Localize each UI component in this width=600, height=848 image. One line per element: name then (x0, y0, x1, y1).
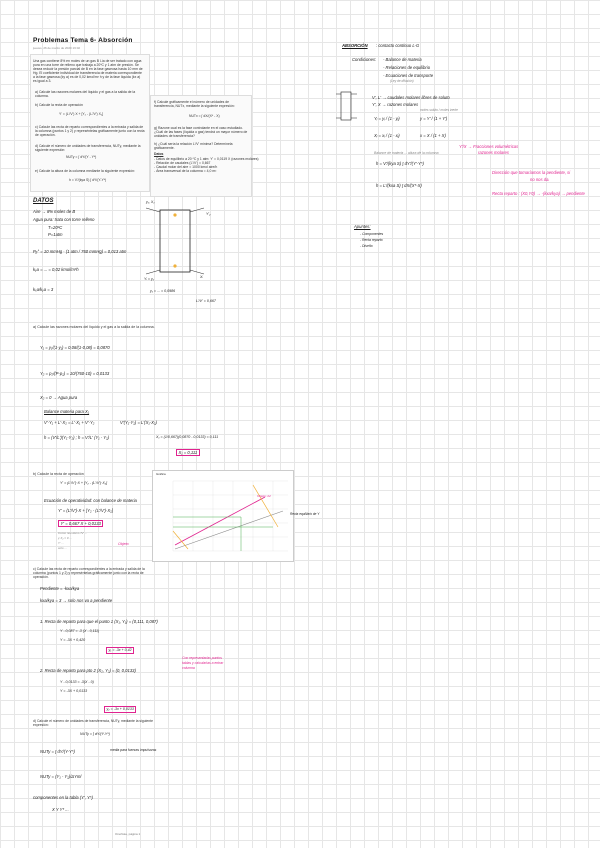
column-formula: y₁ = ... = 0,0986 (150, 289, 176, 293)
c-pink-note: columna (182, 666, 195, 670)
page-date: jueves, 26 de marzo de 2020 16:02 (33, 46, 81, 50)
tie-line-1 (253, 485, 278, 527)
data-line: - Relación de caudales (L'/V') = 0,667 (154, 161, 211, 165)
nut-formula3: NUTy = (Y₁ - Y₂)/ΔYml (40, 774, 82, 779)
datos-line: Agua pura: trata con torre relleno (33, 217, 95, 222)
recta2b: Y = -3X + 0,0133 (60, 689, 88, 693)
statement-line: Una gas contiene 8% en moles de un gas B l-ía de ser tratado con agua (33, 59, 142, 63)
item-b: b) Calcule la recta de operación (35, 103, 83, 107)
def-line: Y', X → razones molares (372, 102, 419, 107)
chart-side-label: Recta equilibrio de Y (290, 512, 320, 516)
item-d: d) Calcule el número de unidades de transferencia, NUTy, mediante la siguiente expresión: (35, 144, 141, 153)
recta2a: Y - 0,0133 = -3(X - 0) (60, 680, 94, 684)
formula-height: h = V'/(kya S) ∫ dY/(Y-Y*) (69, 178, 107, 182)
tie-line-2 (173, 531, 188, 549)
datos-line: kₓa/kᵧa = 3 (33, 287, 54, 292)
item-g: g) Razone cual es la fase controlante en el caso estudiado. ¿Cuál de las fases (líquida o gas) tendrá un mayor número de unidades de transferencia? (154, 126, 248, 139)
pink-note: razones molares (478, 150, 509, 155)
y2-calc: Y₂ = p₂/(P-p₂) = 10/(760-10) = 0,0133 (40, 371, 110, 376)
chart-container (152, 470, 294, 562)
op-note: solo ... (58, 546, 67, 550)
h-formula2: h = L'/(kxa S) ∫ dX/(X*-X) (376, 183, 422, 188)
formula-nuty: NUTy = ∫ dY/(Y - Y*) (66, 155, 97, 159)
x1-eq: X₁ = (1/0,667)(0,0870 - 0,0133) = 0,111 (156, 435, 219, 439)
comp-label: componentes en la tabla (Y', Y*) (33, 795, 93, 800)
units-note: moles soluto / moles inerte (420, 108, 458, 112)
chart-pink-label: Objeto: b2 (257, 494, 271, 498)
column-label-bot: Yᵢ = y₁ (144, 277, 154, 281)
pink-note: Y'/X → Fracciones volumétricas (459, 144, 519, 149)
comp-row: X Y Y* ... (52, 807, 69, 812)
apuntes-item: - Recta reparto (360, 238, 383, 242)
op-eq-general: Y' = (L'/V')·X + [Y₂ - (L'/V')·X₂] (60, 481, 108, 485)
h-formula: h = V'/(kya S) ∫ dY'/(Y'-Y*) (376, 161, 424, 166)
item-f: f) Calcule gráficamente el número de unidades de transferencia, NUTx, mediante la siguiente expresión: (154, 100, 235, 109)
statement-line: Hg. El coeficiente individual de transferencia de materia correspondiente (33, 71, 142, 75)
nut-note: media para fuerzas impulsoras (110, 748, 157, 752)
condition-extra: (Ley de difusión) (390, 79, 414, 83)
datos-line: kᵧa = ... = 0,02 kmol/m³h (33, 267, 79, 272)
section-a-head: a) Calcule las razones molares del líquido y el gas a la salida de la columna. (33, 325, 155, 329)
item-a: a) Calcule las razones molares del líquido y el gas a la salida de la columna. (35, 90, 136, 99)
op-pink-note: Objeto (118, 542, 129, 546)
equilibrium-line (175, 511, 283, 549)
frac-y: Yᵢ = yᵢ / (1 - yᵢ) (374, 116, 400, 121)
column-diagram (146, 198, 256, 298)
pink-note: no nos da. (530, 177, 550, 182)
apuntes-item: - Componentes (360, 232, 384, 236)
y1-calc: Y₁ = y₁/(1-y₁) = 0,08/(1-0,08) = 0,0870 (40, 345, 110, 350)
def-line: V', L' → caudales molares libres de soluto (372, 95, 450, 100)
section-d-head: d) Calcule el número de unidades de transferencia, NUTy, mediante la siguiente expresión: (33, 719, 153, 728)
recta1: 1. Recta de reparto para que el punto 1 (X₁, Y₁) = (0,111, 0,087) (40, 619, 158, 624)
data-line: - Área transversal de la columna = 4,0 m² (154, 169, 217, 173)
formula-nutx: NUTx = ∫ dX/(X* - X) (189, 114, 220, 118)
op-note: Y' ... (58, 541, 64, 545)
h-eq: h = (V'/L')(Y₁-Y₂) ; h = V'/L' (Y₁ - Y₂) (44, 435, 110, 440)
datos-line: P=1atm (48, 232, 63, 237)
op-eq-general2: Y' = (L'/V')·X + [Y₂ - (L'/V')·X₂] (58, 508, 113, 513)
datos-line: T=20ºC (48, 225, 63, 230)
op-note: Como nos dan L'/V' ... (58, 531, 88, 535)
column-label-right: Y'₂ (206, 212, 211, 216)
op-note: y X₂ = 0 ... (58, 536, 72, 540)
nut-formula: NUTy = ∫ dY/(Y-Y*) (80, 732, 110, 736)
pendiente2: kxa/kya = 3 → solo nos va a pendiente (40, 598, 113, 603)
data-line: - Caudal molar del aire = 1000 kmol aire/h (154, 165, 218, 169)
section-b-head: b) Calcule la recta de operación (33, 472, 84, 476)
item-e: e) Calcule la altura de la columna mediante la siguiente expresión: (35, 169, 135, 173)
page-title: Problemas Tema 6- Absorción (33, 37, 133, 44)
gray-note: Balance de materia ... altura de la columna (374, 151, 439, 155)
balance-eq: V'·Y₁ + L'·X₂ = L'·X₁ + V'·Y₂ (44, 420, 95, 425)
section-c-head: c) Calcule las recta de reparto correspondientes a la entrada y salida de la columna (puntos 1 y 2) y represéntelas gráficamente junto con la recta de operación. (33, 567, 145, 580)
data-title: Datos (154, 152, 164, 156)
column-label-top: y₁, X₁ (146, 200, 155, 204)
data-line: - Datos de equilibrio a 20 ºC y 1 atm: Y' = 0,0119 X (razones molares) (154, 157, 259, 161)
c-pink-note: Con representarlas puntos (182, 656, 222, 660)
x2-calc: X₂ = 0 → Agua pura (40, 395, 78, 400)
chart-title: Gráfica (156, 472, 166, 476)
recta2: 2. Recta de reparto para pto 2 (X₂, Y₂) = (0, 0,0133) (40, 668, 136, 673)
recta1c: y₁ = -3x + 0,42 (106, 647, 134, 654)
op-eq-label: Ecuación de operatividad: con balance de materia (44, 498, 137, 503)
pink-note: Dirección que tomaríamos la pendiente, si (492, 170, 571, 175)
statement-line: pura en una torre de relleno que trabaja a 20ºC y 1 atm de presión. Se (33, 63, 139, 67)
page-footer: OneNote, página 1 (115, 832, 141, 836)
datos-line: Pᵦ° = 10 mmHg · (1 atm / 760 mmHg) = 0,013 atm (33, 249, 127, 254)
condition: - Ecuaciones de transporte (383, 73, 434, 78)
condition: - Relaciones de equilibrio (383, 65, 431, 70)
datos-heading: DATOS (33, 198, 54, 204)
c-pink-note: tablas y calcularlas a entrar (182, 661, 224, 665)
nut-formula2: NUTy = ∫ dY/(Y-Y*) (40, 749, 75, 754)
column-formula2: L'/V' = 0,667 (196, 299, 216, 303)
statement-line: es igual a 3. (33, 79, 52, 83)
chart-plot (153, 471, 293, 561)
problem-printout-right (150, 95, 259, 197)
conditions-label: Condiciones: (352, 57, 377, 62)
absorcion-heading: ABSORCIÓN (342, 43, 368, 48)
frac-y-alt: y = Y' / (1 + Y') (420, 116, 448, 121)
absorcion-heading-rest: : contacto continuo L-G (376, 43, 420, 48)
operating-line (175, 497, 265, 545)
problem-printout-left (30, 54, 150, 192)
recta2c: y₂ = -3x + 0,0133 (104, 706, 136, 713)
statement-line: desea reducir la presión parcial de B en la fase gaseosa hasta 10 mm de (33, 67, 143, 71)
apuntes-item: - Diseño (360, 244, 373, 248)
balance-label: Balance materia para X₁ (44, 409, 90, 414)
x1-result: X₁ = 0,111 (176, 449, 200, 456)
item-h: h) ¿Cuál sería la relación L'/V' mínima? Determínela gráficamente. (154, 142, 233, 151)
balance-eq2: V'(Y₁-Y₂) = L'(X₁-X₂) (120, 420, 157, 425)
frac-x: Xᵢ = xᵢ / (1 - xᵢ) (374, 133, 400, 138)
frac-x-alt: x = X / (1 + X) (420, 133, 446, 138)
pink-note: Recta reparto : (X0,Y0) → -(kxa/kya) → pendiente (492, 191, 585, 196)
formula-operation: Y' = (L'/V') X + [Y₂ - (L'/V') X₂] (59, 112, 104, 116)
apuntes-label: Apuntes: (354, 224, 371, 229)
condition: - Balance de materia (383, 57, 422, 62)
recta1a: Y - 0,087 = -3 (X - 0,111) (60, 629, 100, 633)
datos-line: Aire → 8% moles de B (33, 209, 76, 214)
item-c: c) Calcule las recta de reparto correspondientes a la entrada y salida de la columna (puntos 1 y 2) y represéntelas gráficamente junto con la recta de operación. (35, 125, 145, 138)
recta1b: Y = -3X + 0,420 (60, 638, 86, 642)
statement-line: a la fase gaseosa (ky a) es de 0,02 kmol/m³ h y de la fase líquida (kx a) (33, 75, 141, 79)
op-eq-result: Y' = 0,667 X + 0,0133 (58, 520, 103, 527)
column-bottom-left: Xᵢ (200, 275, 203, 279)
pendiente: Pendiente = -kxa/kya (40, 586, 80, 591)
column-sketch-small (336, 90, 358, 124)
